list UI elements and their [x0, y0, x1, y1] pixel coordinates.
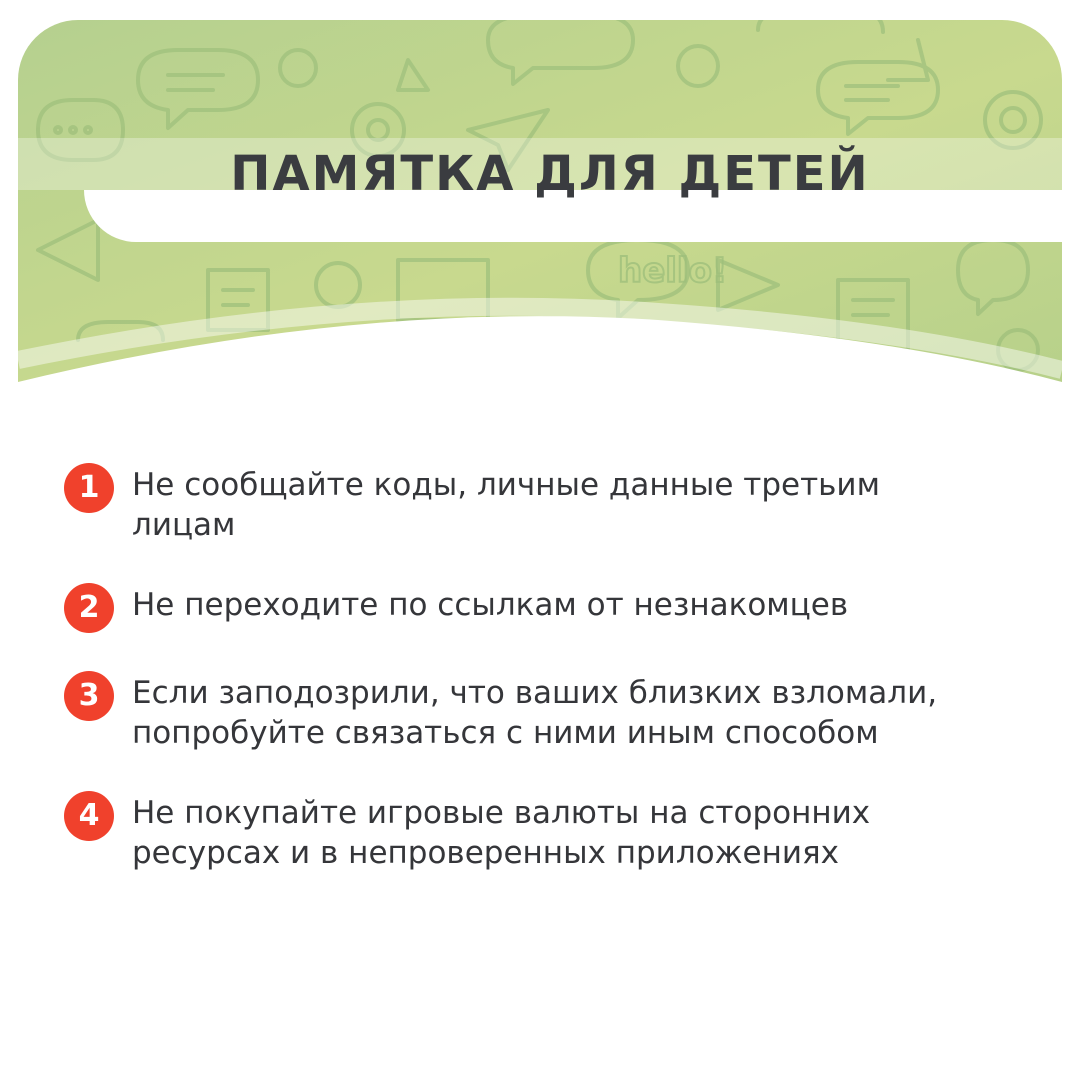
tip-text: Если заподозрили, что ваших близких взломали, попробуйте связаться с ними иным способом — [132, 675, 938, 751]
tip-text: Не сообщайте коды, личные данные третьим лицам — [132, 467, 880, 543]
header-banner — [18, 20, 1062, 400]
list-item — [64, 465, 1024, 545]
list-item — [64, 585, 1024, 633]
list-item — [64, 793, 1024, 873]
number-badge: 2 — [64, 583, 114, 633]
number-badge: 3 — [64, 671, 114, 721]
page-title: ПАМЯТКА ДЛЯ ДЕТЕЙ — [230, 146, 870, 202]
tips-list — [64, 465, 1024, 873]
number-badge: 4 — [64, 791, 114, 841]
tip-text: Не переходите по ссылкам от незнакомцев — [132, 587, 849, 623]
list-item — [64, 673, 1024, 753]
hello-doodle-text: hello! — [618, 251, 728, 291]
number-badge: 1 — [64, 463, 114, 513]
tip-text: Не покупайте игровые валюты на сторонних ресурсах и в непроверенных приложениях — [132, 795, 871, 871]
